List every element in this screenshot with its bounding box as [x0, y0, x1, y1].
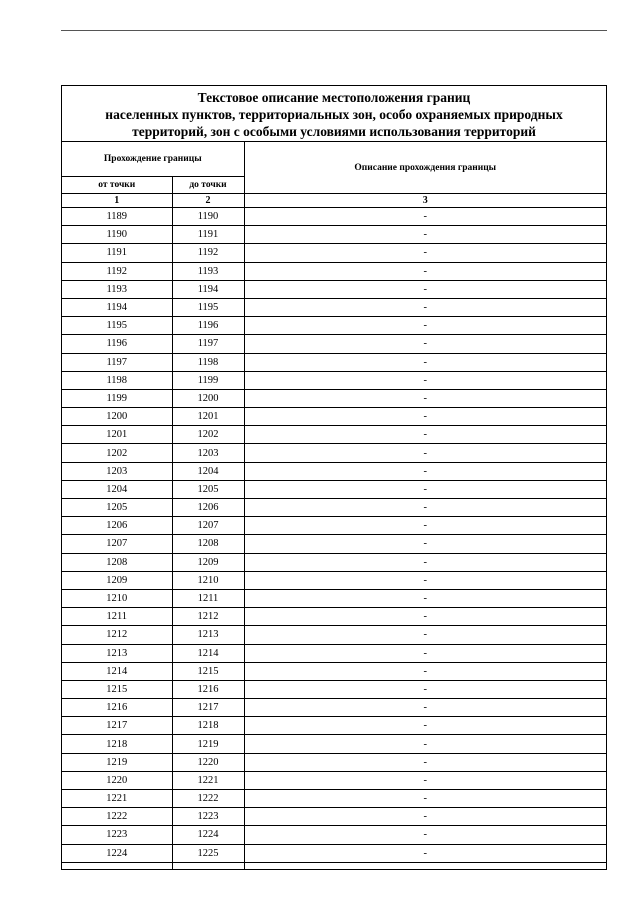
title-line-3: территорий, зон с особыми условиями использования территорий	[132, 124, 536, 139]
cell-from-point: 1194	[62, 298, 172, 316]
table-body	[62, 208, 606, 870]
table-row	[62, 589, 606, 607]
cell-description: -	[244, 826, 606, 844]
cell-from-point: 1219	[62, 753, 172, 771]
cell-from-point: 1214	[62, 662, 172, 680]
table-row	[62, 735, 606, 753]
table-row	[62, 626, 606, 644]
cell-description: -	[244, 444, 606, 462]
cell-to-point: 1196	[172, 317, 244, 335]
title-line-1: Текстовое описание местоположения границ	[197, 90, 471, 105]
cell-to-point: 1213	[172, 626, 244, 644]
title-line-2: населенных пунктов, территориальных зон, особо охраняемых природных	[105, 107, 563, 122]
cell-to-point: 1209	[172, 553, 244, 571]
cell-from-point: 1197	[62, 353, 172, 371]
cell-to-point: 1203	[172, 444, 244, 462]
table-row	[62, 680, 606, 698]
table-row	[62, 226, 606, 244]
cell-description: -	[244, 644, 606, 662]
cell-description: -	[244, 353, 606, 371]
cell-from-point: 1210	[62, 589, 172, 607]
cell-description: -	[244, 298, 606, 316]
cell-description: -	[244, 753, 606, 771]
empty-cell	[244, 862, 606, 869]
cell-from-point: 1189	[62, 208, 172, 226]
cell-from-point: 1211	[62, 608, 172, 626]
boundary-table	[62, 142, 606, 870]
cell-to-point: 1192	[172, 244, 244, 262]
header-boundary-description: Описание прохождения границы	[244, 142, 606, 194]
cell-from-point: 1203	[62, 462, 172, 480]
cell-to-point: 1206	[172, 499, 244, 517]
cell-description: -	[244, 735, 606, 753]
table-row	[62, 298, 606, 316]
cell-from-point: 1206	[62, 517, 172, 535]
cell-description: -	[244, 371, 606, 389]
header-boundary-passage: Прохождение границы	[62, 142, 244, 177]
cell-to-point: 1195	[172, 298, 244, 316]
table-row	[62, 790, 606, 808]
cell-to-point: 1214	[172, 644, 244, 662]
cell-description: -	[244, 717, 606, 735]
cell-description: -	[244, 535, 606, 553]
cell-description: -	[244, 280, 606, 298]
cell-description: -	[244, 844, 606, 862]
cell-to-point: 1216	[172, 680, 244, 698]
header-to-point: до точки	[172, 177, 244, 194]
table-row-empty	[62, 862, 606, 869]
table-row	[62, 480, 606, 498]
cell-to-point: 1190	[172, 208, 244, 226]
cell-to-point: 1204	[172, 462, 244, 480]
cell-description: -	[244, 662, 606, 680]
cell-to-point: 1215	[172, 662, 244, 680]
table-row	[62, 771, 606, 789]
cell-from-point: 1208	[62, 553, 172, 571]
table-row	[62, 535, 606, 553]
cell-from-point: 1202	[62, 444, 172, 462]
cell-to-point: 1224	[172, 826, 244, 844]
table-row	[62, 244, 606, 262]
cell-from-point: 1193	[62, 280, 172, 298]
empty-cell	[172, 862, 244, 869]
cell-description: -	[244, 589, 606, 607]
cell-to-point: 1207	[172, 517, 244, 535]
table-row	[62, 335, 606, 353]
cell-description: -	[244, 790, 606, 808]
cell-description: -	[244, 317, 606, 335]
cell-from-point: 1222	[62, 808, 172, 826]
cell-from-point: 1217	[62, 717, 172, 735]
header-column-number-1: 1	[62, 194, 172, 208]
table-row	[62, 280, 606, 298]
table-row	[62, 571, 606, 589]
cell-from-point: 1196	[62, 335, 172, 353]
table-row	[62, 699, 606, 717]
table-row	[62, 517, 606, 535]
cell-from-point: 1190	[62, 226, 172, 244]
cell-description: -	[244, 499, 606, 517]
table-row	[62, 808, 606, 826]
cell-description: -	[244, 262, 606, 280]
header-column-number-3: 3	[244, 194, 606, 208]
table-row	[62, 389, 606, 407]
cell-description: -	[244, 771, 606, 789]
cell-from-point: 1220	[62, 771, 172, 789]
cell-from-point: 1205	[62, 499, 172, 517]
cell-from-point: 1195	[62, 317, 172, 335]
cell-to-point: 1202	[172, 426, 244, 444]
table-row	[62, 353, 606, 371]
table-row	[62, 644, 606, 662]
cell-description: -	[244, 389, 606, 407]
cell-to-point: 1222	[172, 790, 244, 808]
cell-description: -	[244, 462, 606, 480]
cell-from-point: 1223	[62, 826, 172, 844]
cell-from-point: 1218	[62, 735, 172, 753]
table-row	[62, 717, 606, 735]
cell-from-point: 1199	[62, 389, 172, 407]
cell-description: -	[244, 335, 606, 353]
table-row	[62, 826, 606, 844]
cell-to-point: 1218	[172, 717, 244, 735]
cell-description: -	[244, 480, 606, 498]
cell-to-point: 1221	[172, 771, 244, 789]
cell-description: -	[244, 208, 606, 226]
cell-description: -	[244, 517, 606, 535]
cell-to-point: 1194	[172, 280, 244, 298]
cell-description: -	[244, 553, 606, 571]
table-row	[62, 462, 606, 480]
cell-from-point: 1201	[62, 426, 172, 444]
table-row	[62, 208, 606, 226]
cell-to-point: 1211	[172, 589, 244, 607]
cell-to-point: 1208	[172, 535, 244, 553]
cell-to-point: 1225	[172, 844, 244, 862]
table-row	[62, 844, 606, 862]
table-row	[62, 662, 606, 680]
cell-from-point: 1216	[62, 699, 172, 717]
cell-from-point: 1192	[62, 262, 172, 280]
cell-to-point: 1212	[172, 608, 244, 626]
cell-description: -	[244, 608, 606, 626]
table-row	[62, 608, 606, 626]
cell-from-point: 1209	[62, 571, 172, 589]
document-title	[62, 86, 606, 142]
cell-description: -	[244, 571, 606, 589]
empty-cell	[62, 862, 172, 869]
cell-description: -	[244, 626, 606, 644]
table-row	[62, 408, 606, 426]
boundary-description-document	[61, 85, 607, 870]
cell-to-point: 1198	[172, 353, 244, 371]
cell-description: -	[244, 699, 606, 717]
cell-from-point: 1224	[62, 844, 172, 862]
cell-to-point: 1223	[172, 808, 244, 826]
cell-from-point: 1207	[62, 535, 172, 553]
cell-from-point: 1212	[62, 626, 172, 644]
cell-description: -	[244, 408, 606, 426]
cell-to-point: 1219	[172, 735, 244, 753]
cell-description: -	[244, 244, 606, 262]
cell-from-point: 1213	[62, 644, 172, 662]
cell-to-point: 1197	[172, 335, 244, 353]
cell-from-point: 1215	[62, 680, 172, 698]
table-row	[62, 499, 606, 517]
cell-from-point: 1200	[62, 408, 172, 426]
cell-to-point: 1205	[172, 480, 244, 498]
table-row	[62, 753, 606, 771]
header-rule	[61, 30, 607, 31]
table-row	[62, 444, 606, 462]
cell-from-point: 1191	[62, 244, 172, 262]
cell-to-point: 1220	[172, 753, 244, 771]
cell-description: -	[244, 808, 606, 826]
cell-from-point: 1198	[62, 371, 172, 389]
table-row	[62, 371, 606, 389]
header-from-point: от точки	[62, 177, 172, 194]
cell-description: -	[244, 680, 606, 698]
cell-from-point: 1204	[62, 480, 172, 498]
cell-description: -	[244, 426, 606, 444]
cell-to-point: 1200	[172, 389, 244, 407]
cell-to-point: 1191	[172, 226, 244, 244]
table-row	[62, 262, 606, 280]
cell-to-point: 1199	[172, 371, 244, 389]
table-row	[62, 553, 606, 571]
cell-to-point: 1210	[172, 571, 244, 589]
cell-description: -	[244, 226, 606, 244]
cell-to-point: 1193	[172, 262, 244, 280]
header-column-number-2: 2	[172, 194, 244, 208]
cell-from-point: 1221	[62, 790, 172, 808]
cell-to-point: 1201	[172, 408, 244, 426]
cell-to-point: 1217	[172, 699, 244, 717]
table-row	[62, 317, 606, 335]
table-row	[62, 426, 606, 444]
